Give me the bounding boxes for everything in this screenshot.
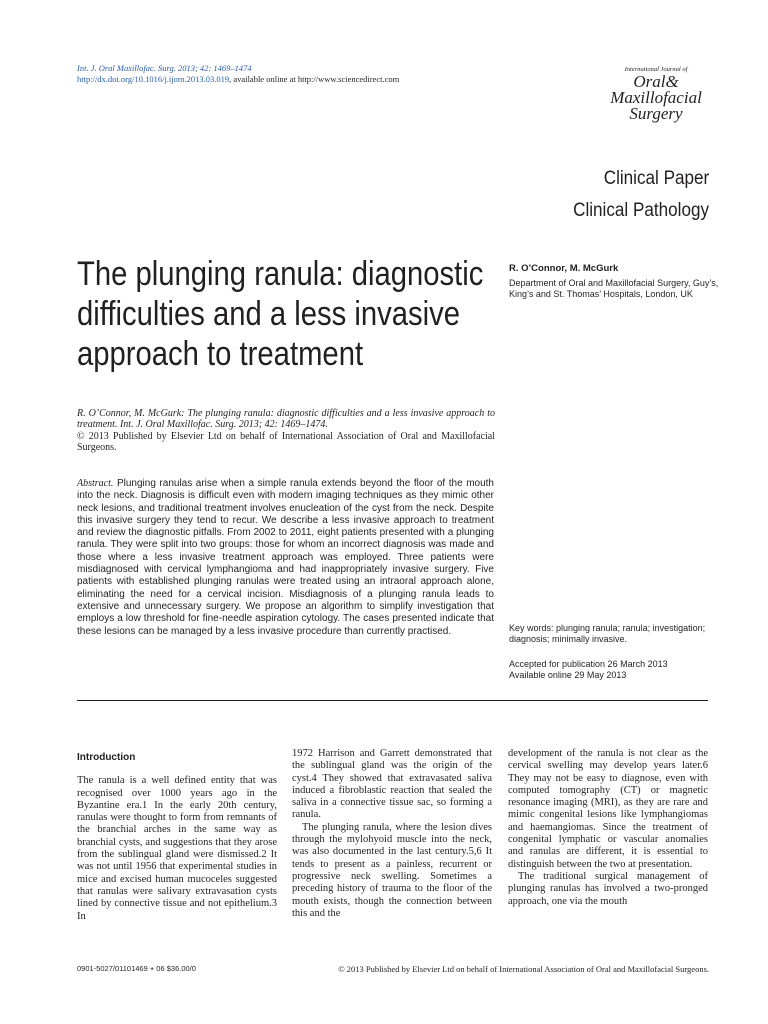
abstract [77, 478, 494, 638]
footer-code: 0901-5027/01101469 + 06 $36.00/0 [77, 964, 196, 973]
paragraph: 1972 Harrison and Garrett demonstrated that the sublingual gland was the origin of the cyst.4 They showed that extravasated saliva induced a fibroblastic reaction that sealed the saliva in a connective tissue sac, so forming a ranula. [292, 748, 492, 821]
logo-line1: International Journal of [624, 66, 688, 73]
body-column-3 [508, 748, 708, 908]
abstract-label: Abstract. [77, 478, 114, 489]
keywords: Key words: plunging ranula; ranula; investigation; diagnosis; minimally invasive. [509, 623, 706, 644]
article-title [77, 254, 498, 374]
availability-text: , available online at http://www.sciencedirect.com [229, 74, 400, 84]
publication-dates [509, 659, 719, 681]
abstract-text: Plunging ranulas arise when a simple ranula extends beyond the floor of the mouth into the neck. Diagnosis is difficult even with modern imaging techniques as they mimic other neck lesions, and traditional treatment involves enucleation of the cyst from the neck. Despite this invasive surgery they tend to recur. We describe a less invasive approach to treatment and review the diagnostic pitfalls. From 2002 to 2011, eight patients presented with a plunging ranula. They were split into two groups: those for whom an incorrect diagnosis was made and those where a less invasive treatment approach was employed. Three patients were misdiagnosed with cervical lymphangioma and had inappropriately invasive surgery. Five patients with established plunging ranulas were treated using an intraoral approach alone, eliminating the need for a cervical incision. Misdiagnosis of a plunging ranula leads to extensive and unnecessary surgery. We propose an algorithm to simplify investigation that employs a low threshold for fine-needle aspiration cytology. The cases presented indicate that these lesions can be managed by a less invasive procedure than currently practised. [77, 478, 494, 637]
title-line3: approach to treatment [77, 335, 364, 373]
logo-line2: Oral& [633, 72, 679, 91]
journal-citation: Int. J. Oral Maxillofac. Surg. 2013; 42: 1469–1474 [77, 63, 252, 73]
logo-line4: Surgery [629, 104, 683, 123]
paragraph: The ranula is a well defined entity that was recognised over 1000 years ago in the Byzantine era.1 In the early 20th century, ranulas were thought to form from remnants of the branchial arches in the same way as branchial cysts, and suggestions that they arose from the sublingual gland were dismissed.2 It was not until 1956 that experimental studies in mice and excised human mucoceles suggested that ranulas were salivary extravasation cysts lined by connective tissue and not epithelium.3 In [77, 775, 277, 922]
paragraph: The traditional surgical management of plunging ranulas has involved a two-pronged approach, one via the mouth [508, 870, 708, 907]
footer-copyright: © 2013 Published by Elsevier Ltd on behalf of International Association of Oral and Maxillofacial Surgeons. [338, 964, 709, 974]
body-column-2 [292, 748, 492, 920]
accepted-date: Accepted for publication 26 March 2013 [509, 659, 668, 669]
section-type: Clinical Paper [603, 168, 709, 189]
author-list: R. O’Connor, M. McGurk [509, 263, 619, 274]
title-line2: difficulties and a less invasive [77, 295, 461, 333]
reference-citation: R. O’Connor, M. McGurk: The plunging ranula: diagnostic difficulties and a less invasive approach to treatment. Int. J. Oral Maxillofac. Surg. 2013; 42: 1469–1474. [77, 408, 495, 431]
online-date: Available online 29 May 2013 [509, 670, 627, 680]
section-category: Clinical Pathology [573, 200, 709, 221]
doi-link[interactable]: http://dx.doi.org/10.1016/j.ijom.2013.03.019 [77, 74, 230, 84]
body-column-1 [77, 748, 277, 923]
divider-rule [77, 700, 708, 701]
reference-block [77, 408, 495, 454]
paragraph: The plunging ranula, where the lesion dives through the mylohyoid muscle into the neck, was also documented in the last century.5,6 It tends to present as a painless, recurrent or progressive neck swelling. Sometimes a preceding history of trauma to the floor of the mouth exists, though the connection between this and the [292, 821, 492, 919]
section-heading-introduction: Introduction [77, 752, 136, 763]
title-line1: The plunging ranula: diagnostic [77, 255, 484, 293]
journal-logo [596, 66, 716, 122]
paragraph: development of the ranula is not clear as the cervical swelling may develop years later.6 They may not be easy to diagnose, even with computed tomography (CT) or magnetic resonance imaging (MRI), as they are rare and mimic congenital lesions like lymphangiomas and haemangiomas. Since the treatment of congenital lymphatic or vascular anomalies and ranulas are different, it is essential to distinguish between the two at presentation. [508, 748, 708, 870]
journal-header [77, 63, 399, 85]
affiliation: Department of Oral and Maxillofacial Surgery, Guy’s, King’s and St. Thomas’ Hospitals, London, UK [509, 278, 719, 299]
logo-line3: Maxillofacial [610, 88, 702, 107]
copyright-notice: © 2013 Published by Elsevier Ltd on behalf of International Association of Oral and Maxillofacial Surgeons. [77, 430, 495, 454]
